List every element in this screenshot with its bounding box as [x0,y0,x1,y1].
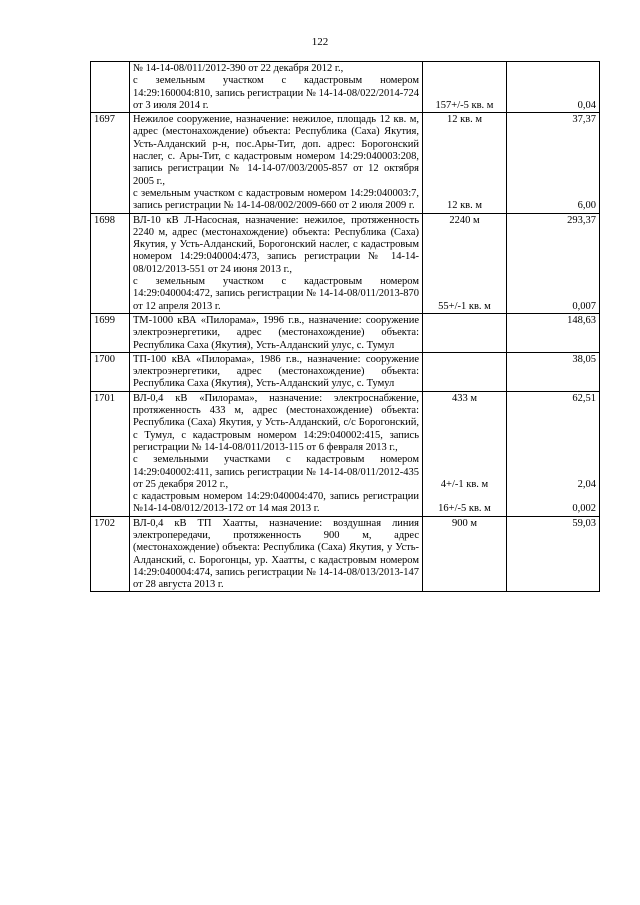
cost-value: 0,002 [572,503,596,515]
size-value: 55+/-1 кв. м [438,300,491,312]
object-description [130,313,423,352]
size-value: 900 м [451,517,478,529]
cost-value: 293,37 [567,214,596,226]
object-size [423,352,507,391]
cost-value: 38,05 [572,353,596,365]
description-paragraph: ВЛ-0,4 кВ «Пилорама», назначение: электроснабжение, протяженность 433 м, адрес (местонахождение) объекта: Республика (Саха) Якутия, у Усть-Алданский, с/с Борогонский, с Тумул, с кадастровым номером 14:29:040002:415, запись регистрации № 14-14-08/011/2013-115 от 6 февраля 2013 г., [133,392,419,453]
object-value [507,213,600,313]
row-number: 1697 [91,113,130,213]
object-size [423,391,507,516]
property-registry-table [90,61,600,592]
size-value: 2240 м [449,214,480,226]
object-value [507,62,600,113]
description-paragraph: с земельным участком с кадастровым номером 14:29:160004:810, запись регистрации № 14-14-08/022/2014-724 от 3 июля 2014 г. [133,75,419,111]
cost-value: 0,04 [577,99,596,111]
cost-value: 0,007 [572,300,596,312]
table-row [91,352,600,391]
description-paragraph: ТП-100 кВА «Пилорама», 1986 г.в., назначение: сооружение электроэнергетики, адрес (местонахождение) объекта: Республика Саха (Якутия), Усть-Алданский улус, с. Тумул [133,353,419,390]
table-row [91,213,600,313]
description-paragraph: с земельным участком с кадастровым номером 14:29:040003:7, запись регистрации № 14-14-08/002/2009-660 от 2 июля 2009 г. [133,187,419,212]
registry-body [91,62,600,592]
description-paragraph: ВЛ-10 кВ Л-Насосная, назначение: нежилое, протяженность 2240 м, адрес (местонахождение) объекта: Республика (Саха) Якутия, у Усть-Алданский, Борогонский наслег, с кадастровым номером 14:29:040004:473, запись регистрации № 14-14-08/012/2013-551 от 24 июня 2013 г., [133,214,419,275]
size-value: 4+/-1 кв. м [440,478,489,490]
object-description [130,391,423,516]
cost-value: 148,63 [567,314,596,326]
cost-value: 37,37 [572,114,596,126]
row-number: 1701 [91,391,130,516]
size-value: 433 м [451,392,478,404]
table-row [91,391,600,516]
object-size [423,113,507,213]
object-description [130,352,423,391]
table-row [91,113,600,213]
row-number: 1699 [91,313,130,352]
object-size [423,213,507,313]
table-row [91,516,600,592]
object-value [507,352,600,391]
description-paragraph: Нежилое сооружение, назначение: нежилое, площадь 12 кв. м, адрес (местонахождение) объекта: Республика (Саха) Якутия, Усть-Алданский р-н, пос.Ары-Тит, доп. адрес: Борогонский наслег, с. Ары-Тит, с кадастровым номером 14:29:040003:208, запись регистрации № 14-14-07/003/2005-857 от 12 октября 2005 г., [133,114,419,187]
size-value: 157+/-5 кв. м [435,99,494,111]
object-description [130,62,423,113]
object-value [507,516,600,592]
cost-value: 59,03 [572,517,596,529]
table-row [91,313,600,352]
object-size [423,62,507,113]
cost-value: 62,51 [572,392,596,404]
row-number: 1700 [91,352,130,391]
object-description [130,213,423,313]
object-size [423,313,507,352]
size-value: 16+/-5 кв. м [438,503,491,515]
row-number: 1698 [91,213,130,313]
object-value [507,391,600,516]
description-paragraph: с земельными участками с кадастровым номером 14:29:040002:411, запись регистрации № 14-14-08/011/2012-435 от 25 декабря 2012 г., [133,454,419,490]
description-paragraph: с кадастровым номером 14:29:040004:470, запись регистрации №14-14-08/012/2013-172 от 14 мая 2013 г. [133,491,419,515]
cost-value: 6,00 [577,200,596,212]
description-paragraph: ВЛ-0,4 кВ ТП Хаатты, назначение: воздушная линия электропередачи, протяженность 900 м, адрес (местонахождение) объекта: Республика (Саха) Якутия, у Усть-Алданский, с. Борогонцы, ур. Хаатты, с кадастровым номером 14:29:040004:474, запись регистрации № 14-14-08/013/2013-147 от 28 августа 2013 г. [133,517,419,591]
description-paragraph: № 14-14-08/011/2012-390 от 22 декабря 2012 г., [133,63,344,74]
object-description [130,113,423,213]
page-number: 122 [311,36,329,48]
row-number: 1702 [91,516,130,592]
object-value [507,313,600,352]
object-size [423,516,507,592]
object-description [130,516,423,592]
size-value: 12 кв. м [446,200,483,212]
description-paragraph: ТМ-1000 кВА «Пилорама», 1996 г.в., назначение: сооружение электроэнергетики, адрес (местонахождение) объекта: Республика Саха (Якутия), Усть-Алданский улус, с. Тумул [133,314,419,351]
row-number [91,62,130,113]
object-value [507,113,600,213]
description-paragraph: с земельным участком с кадастровым номером 14:29:040004:472, запись регистрации № 14-14-08/011/2013-870 от 12 апреля 2013 г. [133,276,419,312]
cost-value: 2,04 [577,478,596,490]
size-value: 12 кв. м [446,114,483,126]
table-row [91,62,600,113]
